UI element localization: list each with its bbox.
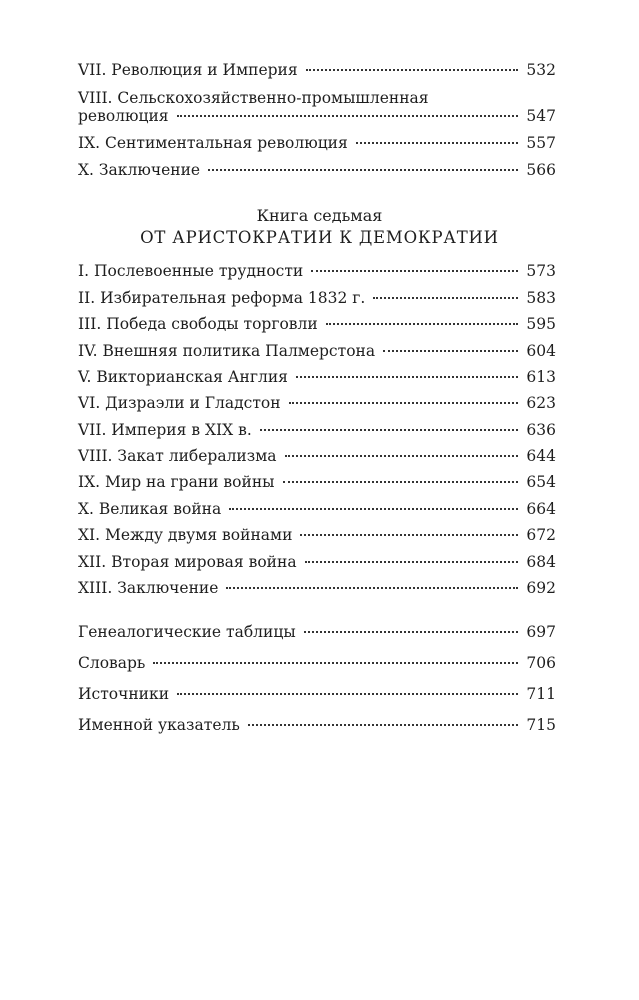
toc-entry-page: 595 [526, 315, 556, 333]
toc-entry-label: V. Викторианская Англия [78, 368, 288, 386]
dot-leader [304, 631, 519, 633]
dot-leader [306, 69, 519, 71]
dot-leader [305, 561, 519, 563]
dot-leader [311, 270, 518, 272]
toc-entry-page: 715 [526, 716, 556, 734]
toc-entry-label: XII. Вторая мировая война [78, 553, 297, 571]
toc-entry[interactable] [78, 288, 556, 308]
dot-leader [383, 350, 518, 352]
toc-entry-label: IX. Сентиментальная революция [78, 134, 348, 152]
dot-leader [300, 534, 518, 536]
dot-leader [356, 142, 519, 144]
toc-entry-page: 684 [526, 553, 556, 571]
toc-entry-page: 604 [526, 342, 556, 360]
toc-entry[interactable] [78, 393, 556, 413]
toc-entry-page: 664 [526, 500, 556, 518]
toc-entry[interactable] [78, 420, 556, 440]
toc-entry[interactable] [78, 653, 556, 673]
toc-entry-label-line1[interactable]: VIII. Сельскохозяйственно-промышленная [78, 89, 429, 107]
dot-leader [289, 402, 519, 404]
dot-leader [177, 115, 519, 117]
toc-entry[interactable] [78, 715, 556, 735]
toc-entry-label: Словарь [78, 654, 146, 672]
dot-leader [226, 587, 518, 589]
dot-leader [177, 693, 518, 695]
toc-entry-label: VII. Империя в XIX в. [78, 421, 252, 439]
dot-leader [153, 662, 518, 664]
toc-entry-label: XIII. Заключение [78, 579, 219, 597]
toc-entry[interactable] [78, 499, 556, 519]
toc-entry-label: VIII. Закат либерализма [78, 447, 277, 465]
toc-entry[interactable] [78, 578, 556, 598]
toc-entry-page: 636 [526, 421, 556, 439]
toc-entry-page: 557 [526, 134, 556, 152]
toc-entry-page: 532 [526, 61, 556, 79]
dot-leader [208, 169, 518, 171]
toc-entry-page: 672 [526, 526, 556, 544]
toc-entry-page: 697 [526, 623, 556, 641]
toc-entry[interactable] [78, 341, 556, 361]
toc-entry[interactable] [78, 622, 556, 642]
dot-leader [229, 508, 518, 510]
toc-entry-page: 613 [526, 368, 556, 386]
dot-leader [296, 376, 518, 378]
toc-entry-label: IV. Внешняя политика Палмерстона [78, 342, 376, 360]
toc-entry-label: VI. Дизраэли и Гладстон [78, 394, 281, 412]
toc-entry-label: I. Послевоенные трудности [78, 262, 304, 280]
toc-entry-page: 573 [526, 262, 556, 280]
toc-entry-label: VII. Революция и Империя [78, 61, 298, 79]
toc-entry[interactable] [78, 552, 556, 572]
toc-entry[interactable] [78, 446, 556, 466]
toc-entry[interactable] [78, 314, 556, 334]
toc-entry-label: Источники [78, 685, 170, 703]
toc-entry-label: X. Великая война [78, 500, 222, 518]
toc-entry-page: 583 [526, 289, 556, 307]
toc-entry-label: II. Избирательная реформа 1832 г. [78, 289, 366, 307]
toc-entry-page: 623 [526, 394, 556, 412]
toc-entry-page: 547 [526, 107, 556, 125]
toc-entry-page: 692 [526, 579, 556, 597]
toc-entry[interactable] [78, 367, 556, 387]
toc-entry[interactable] [78, 60, 556, 80]
dot-leader [283, 481, 519, 483]
toc-entry-label: Именной указатель [78, 716, 240, 734]
book-title: ОТ АРИСТОКРАТИИ К ДЕМОКРАТИИ [140, 228, 499, 247]
toc-entry-label: IX. Мир на грани войны [78, 473, 275, 491]
toc-entry[interactable] [78, 261, 556, 281]
toc-entry-page: 706 [526, 654, 556, 672]
toc-entry-page: 644 [526, 447, 556, 465]
toc-entry-label: III. Победа свободы торговли [78, 315, 318, 333]
book-subtitle: Книга седьмая [256, 206, 383, 225]
dot-leader [248, 724, 519, 726]
toc-entry[interactable] [78, 133, 556, 153]
toc-entry[interactable] [78, 525, 556, 545]
toc-entry-page: 566 [526, 161, 556, 179]
toc-entry-page: 711 [526, 685, 556, 703]
dot-leader [373, 297, 518, 299]
toc-entry[interactable] [78, 160, 556, 180]
toc-entry[interactable] [78, 472, 556, 492]
toc-entry-label: X. Заключение [78, 161, 201, 179]
toc-entry-label: революция [78, 107, 169, 125]
dot-leader [285, 455, 519, 457]
dot-leader [326, 323, 519, 325]
toc-entry[interactable] [78, 684, 556, 704]
toc-entry-page: 654 [526, 473, 556, 491]
toc-entry-label: Генеалогические таблицы [78, 623, 296, 641]
toc-entry-label: XI. Между двумя войнами [78, 526, 293, 544]
toc-entry[interactable] [78, 106, 556, 126]
dot-leader [260, 429, 519, 431]
